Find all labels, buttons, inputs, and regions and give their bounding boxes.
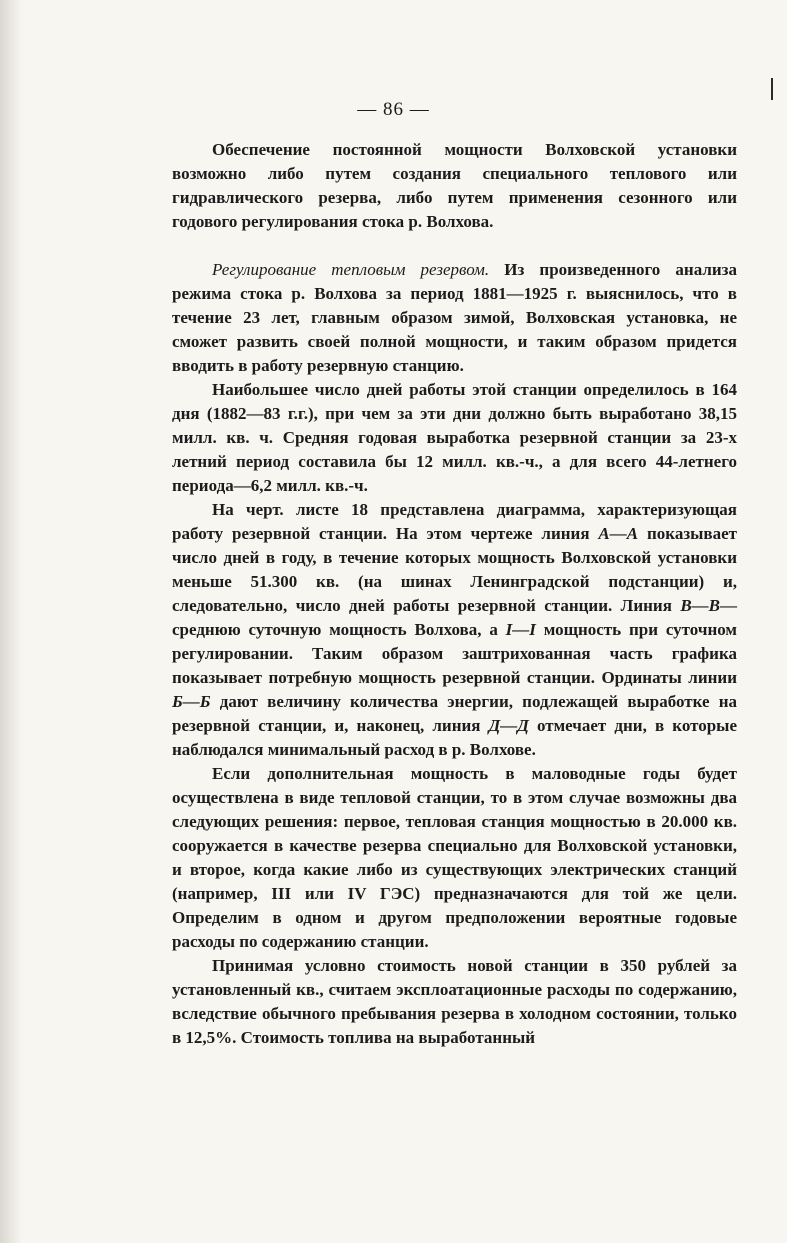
section-heading: Регулирование тепловым резервом.	[212, 260, 490, 279]
paragraph-4-part-e: дают величину количества энергии, подлежащей выработке на резервной станции, и, наконец, линия	[172, 692, 737, 735]
paragraph-4-part-a: На черт. листе 18 представлена диаграмма, характеризующая работу резервной станции. На этом чертеже линия	[172, 500, 737, 543]
paragraph-2	[172, 258, 737, 378]
line-label-aa: А—А	[598, 524, 639, 543]
body-text	[172, 138, 737, 1050]
paragraph-4-part-b: показывает число дней в году, в течение которых мощность Волховской установки меньше 51.300 кв. (на шинах Ленинградской подстанции) и, следовательно, число дней работы резервной станции. Линия	[172, 524, 738, 615]
paragraph-4-part-d: мощность при суточном регулировании. Таким образом заштрихованная часть графика показывает потребную мощность резервной станции. Ординаты линии	[172, 620, 737, 687]
paragraph-3: Наибольшее число дней работы этой станции определилось в 164 дня (1882—83 г.г.), при чем за эти дни должно быть выработано 38,15 милл. кв. ч. Средняя годовая выработка резервной станции за 23-х летний период составила бы 12 милл. кв.-ч., а для всего 44-летнего периода—6,2 милл. кв.-ч.	[172, 380, 737, 495]
paragraph-4-part-f: отмечает дни, в которые наблюдался минимальный расход в р. Волхове.	[172, 716, 737, 759]
paragraph-5: Если дополнительная мощность в маловодные годы будет осуществлена в виде тепловой станции, то в этом случае возможны два следующих решения: первое, тепловая станция мощностью в 20.000 кв. сооружается в качестве резерва специально для Волховской установки, и второе, когда какие либо из существующих электрических станций (например, III или IV ГЭС) предназначаются для той же цели. Определим в одном и другом предположении вероятные годовые расходы по содержанию станции.	[172, 764, 737, 951]
page-number: — 86 —	[357, 99, 430, 120]
paragraph-2-body: Из произведенного анализа режима стока р. Волхова за период 1881—1925 г. выяснилось, что в течение 23 лет, главным образом зимой, Волховская установка, не сможет развить своей полной мощности, и таким образом придется вводить в работу резервную станцию.	[172, 260, 738, 375]
line-label-ii: I—I	[505, 620, 536, 639]
paragraph-1: Обеспечение постоянной мощности Волховской установки возможно либо путем создания специального теплового или гидравлического резерва, либо путем применения сезонного или годового регулирования стока р. Волхова.	[172, 140, 737, 231]
paragraph-4	[172, 498, 737, 762]
margin-mark	[771, 78, 773, 100]
paragraph-4-part-c: —среднюю суточную мощность Волхова, а	[172, 596, 737, 639]
line-label-vv: В—В	[680, 596, 720, 615]
paragraph-6: Принимая условно стоимость новой станции в 350 рублей за установленный кв., считаем эксплоатационные расходы по содержанию, вследствие обычного пребывания резерва в холодном состоянии, только в 12,5%. Стоимость топлива на выработанный	[172, 956, 737, 1047]
line-label-bb: Б—Б	[172, 692, 211, 711]
line-label-dd: Д—Д	[488, 716, 529, 735]
